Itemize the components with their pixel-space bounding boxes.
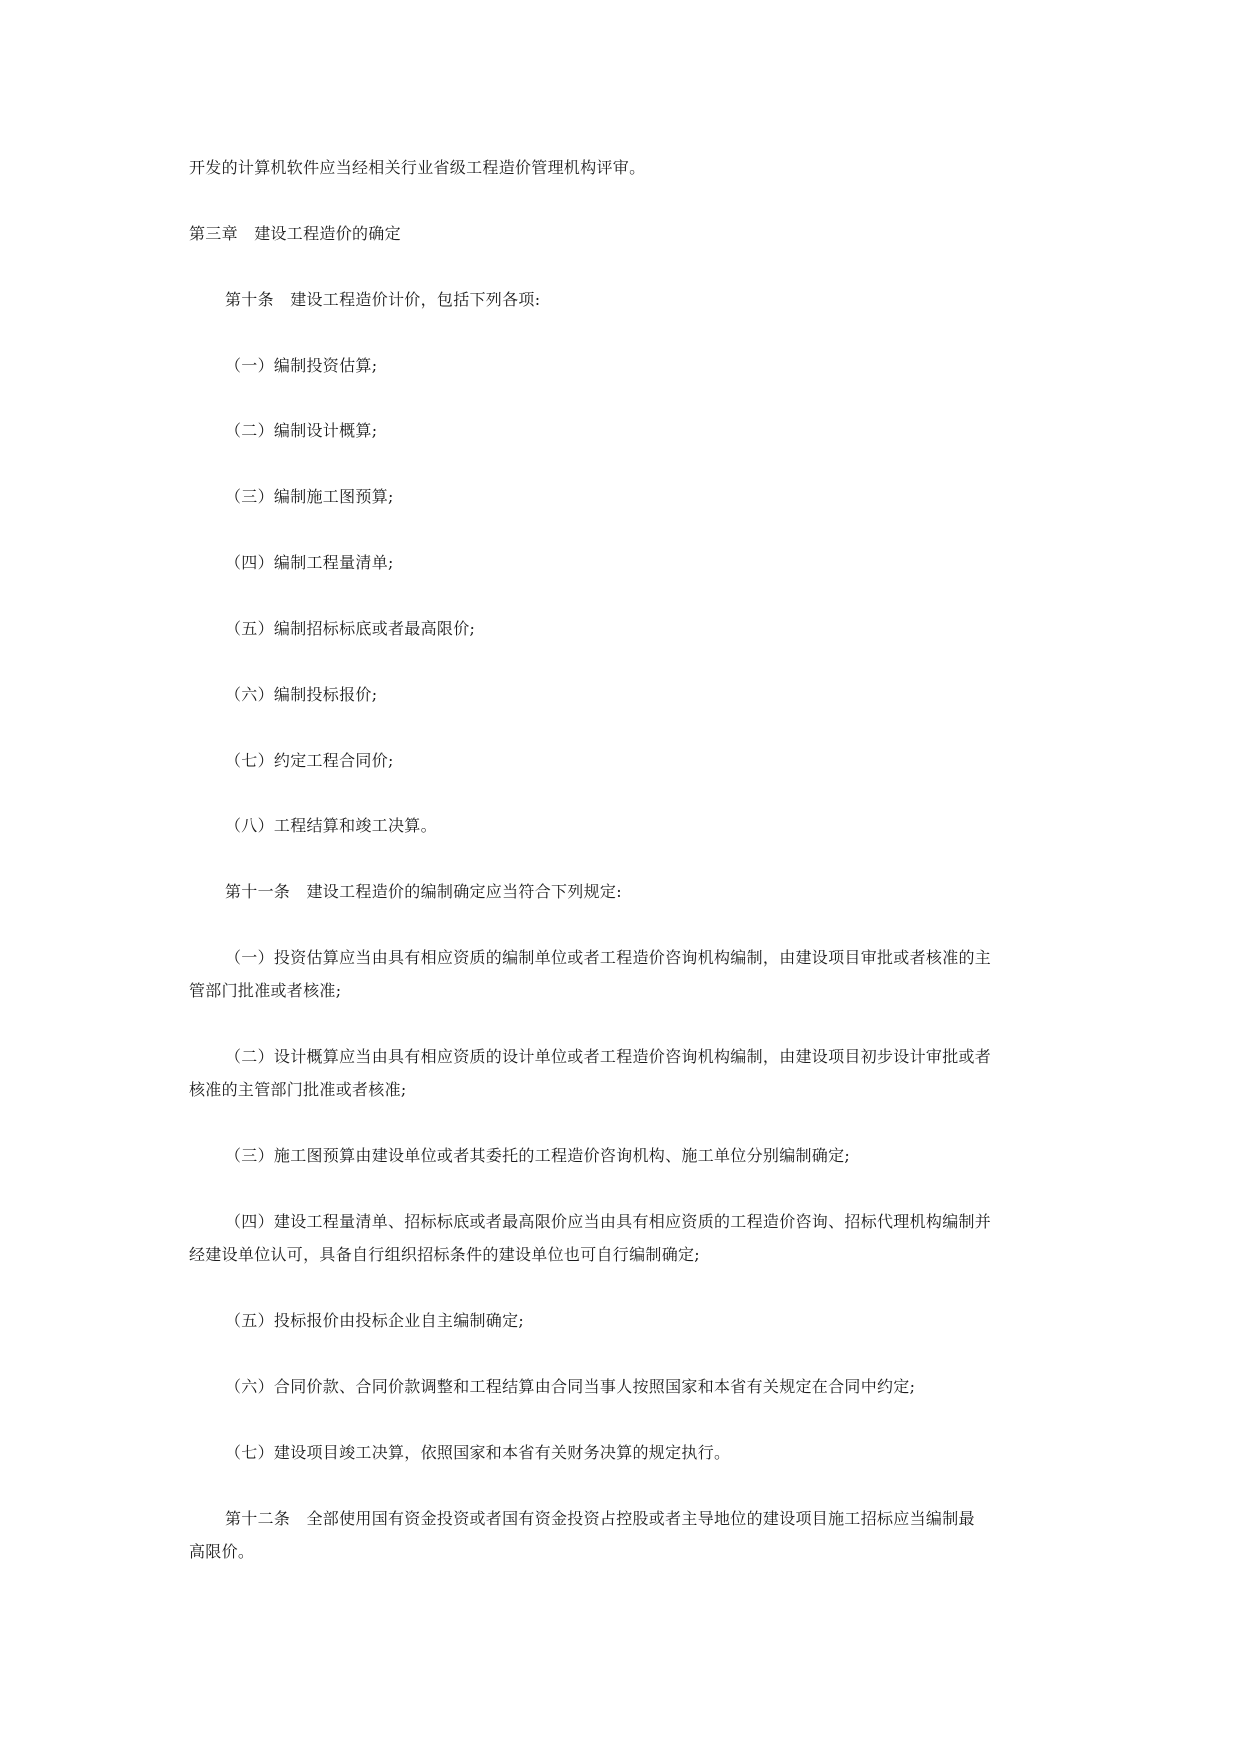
- paragraph-line: 开发的计算机软件应当经相关行业省级工程造价管理机构评审。: [189, 158, 646, 177]
- paragraph-line: （二）设计概算应当由具有相应资质的设计单位或者工程造价咨询机构编制，由建设项目初步设计审批或者: [225, 1047, 992, 1066]
- paragraph-line: （五）投标报价由投标企业自主编制确定;: [225, 1311, 525, 1330]
- paragraph-line: 高限价。: [189, 1542, 255, 1561]
- chapter-heading: 第三章 建设工程造价的确定: [189, 224, 401, 243]
- paragraph-line: （七）建设项目竣工决算，依照国家和本省有关财务决算的规定执行。: [225, 1443, 731, 1462]
- paragraph-line: （六）合同价款、合同价款调整和工程结算由合同当事人按照国家和本省有关规定在合同中约定;: [225, 1377, 916, 1396]
- paragraph-line: 核准的主管部门批准或者核准;: [189, 1080, 407, 1099]
- paragraph-line: （四）建设工程量清单、招标标底或者最高限价应当由具有相应资质的工程造价咨询、招标代理机构编制并: [225, 1212, 992, 1231]
- article-heading: 第十二条 全部使用国有资金投资或者国有资金投资占控股或者主导地位的建设项目施工招标应当编制最: [225, 1509, 975, 1528]
- list-item: （八）工程结算和竣工决算。: [225, 816, 437, 835]
- paragraph-line: （一）投资估算应当由具有相应资质的编制单位或者工程造价咨询机构编制，由建设项目审批或者核准的主: [225, 948, 992, 967]
- list-item: （六）编制投标报价;: [225, 685, 378, 704]
- paragraph-line: （三）施工图预算由建设单位或者其委托的工程造价咨询机构、施工单位分别编制确定;: [225, 1146, 851, 1165]
- paragraph-line: 经建设单位认可，具备自行组织招标条件的建设单位也可自行编制确定;: [189, 1245, 700, 1264]
- list-item: （三）编制施工图预算;: [225, 487, 394, 506]
- list-item: （七）约定工程合同价;: [225, 751, 394, 770]
- list-item: （一）编制投资估算;: [225, 356, 378, 375]
- list-item: （二）编制设计概算;: [225, 421, 378, 440]
- paragraph-line: 管部门批准或者核准;: [189, 981, 342, 1000]
- article-heading: 第十条 建设工程造价计价，包括下列各项:: [225, 290, 541, 309]
- article-heading: 第十一条 建设工程造价的编制确定应当符合下列规定:: [225, 882, 622, 901]
- list-item: （四）编制工程量清单;: [225, 553, 394, 572]
- list-item: （五）编制招标标底或者最高限价;: [225, 619, 476, 638]
